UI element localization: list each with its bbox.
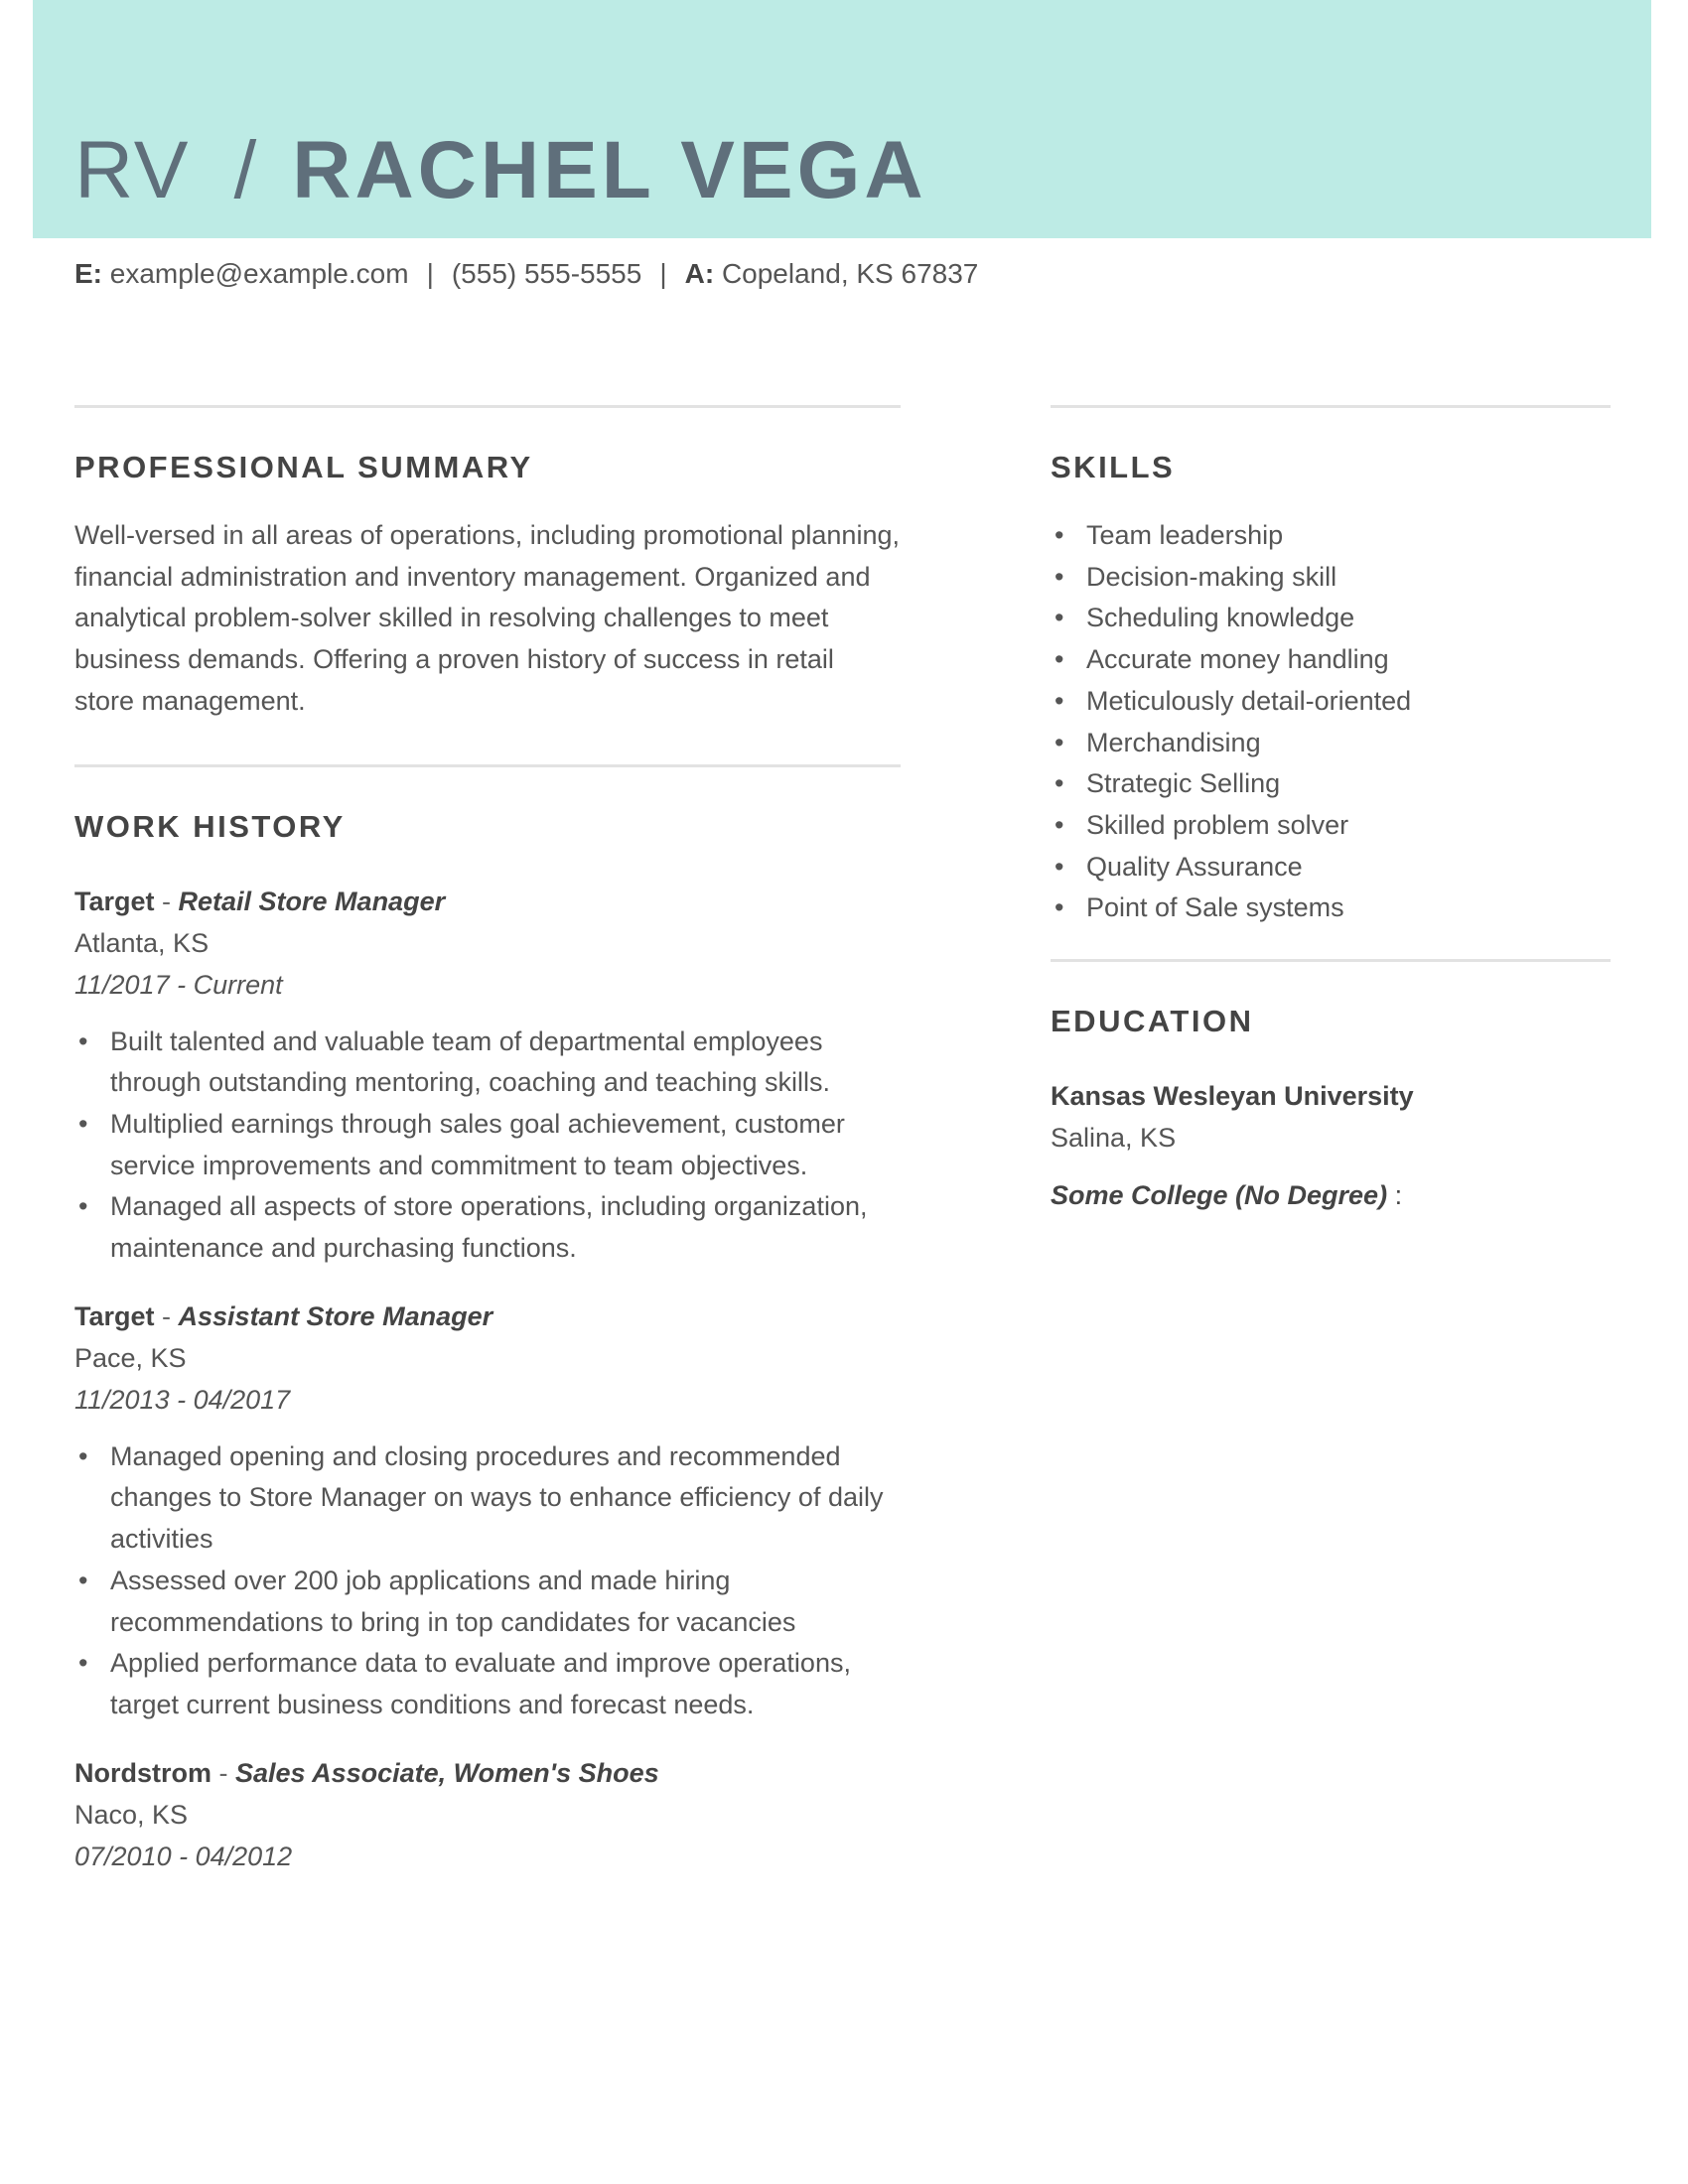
candidate-name [74, 124, 927, 217]
address-label: A: [684, 258, 715, 289]
full-name: RACHEL VEGA [292, 125, 927, 215]
summary-heading: PROFESSIONAL SUMMARY [74, 450, 533, 484]
name-initials: RV [74, 125, 191, 215]
name-slash: / [233, 125, 259, 215]
bullet-icon: • [78, 1565, 88, 1595]
job-entry [74, 1752, 901, 1877]
bullet-text: Built talented and valuable team of departmental employees through outstanding mentoring, coaching and teaching skills. [110, 1025, 830, 1098]
bullet-icon: • [1055, 768, 1064, 799]
bullet-icon: • [1055, 561, 1064, 592]
degree-suffix: : [1387, 1180, 1403, 1211]
skill-text: Quality Assurance [1086, 851, 1303, 882]
left-column [74, 405, 901, 1893]
skill-item [1051, 598, 1611, 639]
skill-text: Point of Sale systems [1086, 892, 1344, 923]
skills-heading: SKILLS [1051, 450, 1176, 484]
job-location: Atlanta, KS [74, 927, 210, 958]
title-dash: - [154, 886, 179, 916]
bullet-text: Applied performance data to evaluate and improve operations, target current business conditions and forecast needs. [110, 1648, 851, 1719]
summary-text: Well-versed in all areas of operations, including promotional planning, financial administration and inventory management. Organized and analytical problem-solver skilled in resolving challenges to meet business demands. Offering a proven history of success in retail store management. [74, 520, 900, 716]
education-heading: EDUCATION [1051, 1004, 1254, 1039]
job-title-line [74, 881, 901, 922]
school-location: Salina, KS [1051, 1123, 1177, 1154]
bullet-icon: • [1055, 520, 1064, 550]
skill-item [1051, 639, 1611, 681]
job-title-line [74, 1296, 901, 1337]
skill-item [1051, 681, 1611, 723]
job-list [74, 881, 901, 1877]
job-dates: 07/2010 - 04/2012 [74, 1841, 293, 1871]
job-dates: 11/2017 - Current [74, 969, 283, 1000]
skill-text: Accurate money handling [1086, 644, 1389, 675]
bullet-icon: • [78, 1191, 88, 1222]
separator: | [426, 258, 434, 289]
skill-item [1051, 723, 1611, 764]
bullet-text: Multiplied earnings through sales goal achievement, customer service improvements and commitment to team objectives. [110, 1108, 845, 1180]
contact-line [74, 258, 978, 290]
bullet-text: Managed opening and closing procedures and recommended changes to Store Manager on ways to enhance efficiency of daily activities [110, 1440, 884, 1555]
bullet-text: Managed all aspects of store operations, including organization, maintenance and purchasing functions. [110, 1191, 868, 1264]
bullet-icon: • [1055, 809, 1064, 840]
job-bullets [74, 1436, 901, 1726]
skill-item [1051, 557, 1611, 599]
skill-item [1051, 847, 1611, 888]
email: example@example.com [109, 258, 409, 289]
skill-item [1051, 805, 1611, 847]
list-item [74, 1561, 901, 1643]
bullet-icon: • [78, 1440, 88, 1471]
right-column [1051, 405, 1611, 1216]
bullet-icon: • [78, 1108, 88, 1139]
job-title: Assistant Store Manager [178, 1300, 493, 1331]
job-entry [74, 1296, 901, 1726]
skill-item [1051, 515, 1611, 557]
list-item [74, 1643, 901, 1725]
job-location: Naco, KS [74, 1799, 189, 1830]
skill-item [1051, 763, 1611, 805]
title-dash: - [211, 1757, 236, 1788]
bullet-icon: • [1055, 685, 1064, 716]
skill-text: Scheduling knowledge [1086, 603, 1355, 633]
bullet-icon: • [1055, 892, 1064, 923]
job-bullets [74, 1022, 901, 1270]
bullet-icon: • [1055, 644, 1064, 675]
skill-text: Strategic Selling [1086, 768, 1281, 799]
job-title-line [74, 1752, 901, 1794]
skill-text: Meticulously detail-oriented [1086, 685, 1412, 716]
skill-text: Team leadership [1086, 520, 1284, 550]
job-title: Retail Store Manager [178, 886, 446, 916]
skill-text: Decision-making skill [1086, 561, 1337, 592]
company-name: Target [74, 886, 155, 916]
bullet-icon: • [1055, 603, 1064, 633]
skill-text: Merchandising [1086, 727, 1261, 757]
title-dash: - [154, 1300, 179, 1331]
skills-list [1051, 515, 1611, 929]
bullet-icon: • [78, 1025, 88, 1056]
email-label: E: [74, 258, 102, 289]
skill-item [1051, 887, 1611, 929]
phone: (555) 555-5555 [451, 258, 642, 289]
job-entry [74, 881, 901, 1270]
work-history-heading: WORK HISTORY [74, 808, 346, 844]
school-name: Kansas Wesleyan University [1051, 1081, 1414, 1112]
list-item [74, 1022, 901, 1104]
list-item [74, 1436, 901, 1561]
separator: | [659, 258, 667, 289]
bullet-icon: • [78, 1648, 88, 1679]
degree-name: Some College (No Degree) [1051, 1180, 1388, 1211]
list-item [74, 1186, 901, 1269]
company-name: Target [74, 1300, 155, 1331]
address: Copeland, KS 67837 [721, 258, 979, 289]
job-dates: 11/2013 - 04/2017 [74, 1384, 291, 1415]
job-location: Pace, KS [74, 1342, 187, 1373]
list-item [74, 1104, 901, 1186]
bullet-icon: • [1055, 851, 1064, 882]
company-name: Nordstrom [74, 1757, 212, 1788]
skill-text: Skilled problem solver [1086, 809, 1349, 840]
job-title: Sales Associate, Women's Shoes [235, 1757, 659, 1788]
degree [1051, 1174, 1611, 1216]
bullet-icon: • [1055, 727, 1064, 757]
bullet-text: Assessed over 200 job applications and made hiring recommendations to bring in top candidates for vacancies [110, 1565, 796, 1637]
